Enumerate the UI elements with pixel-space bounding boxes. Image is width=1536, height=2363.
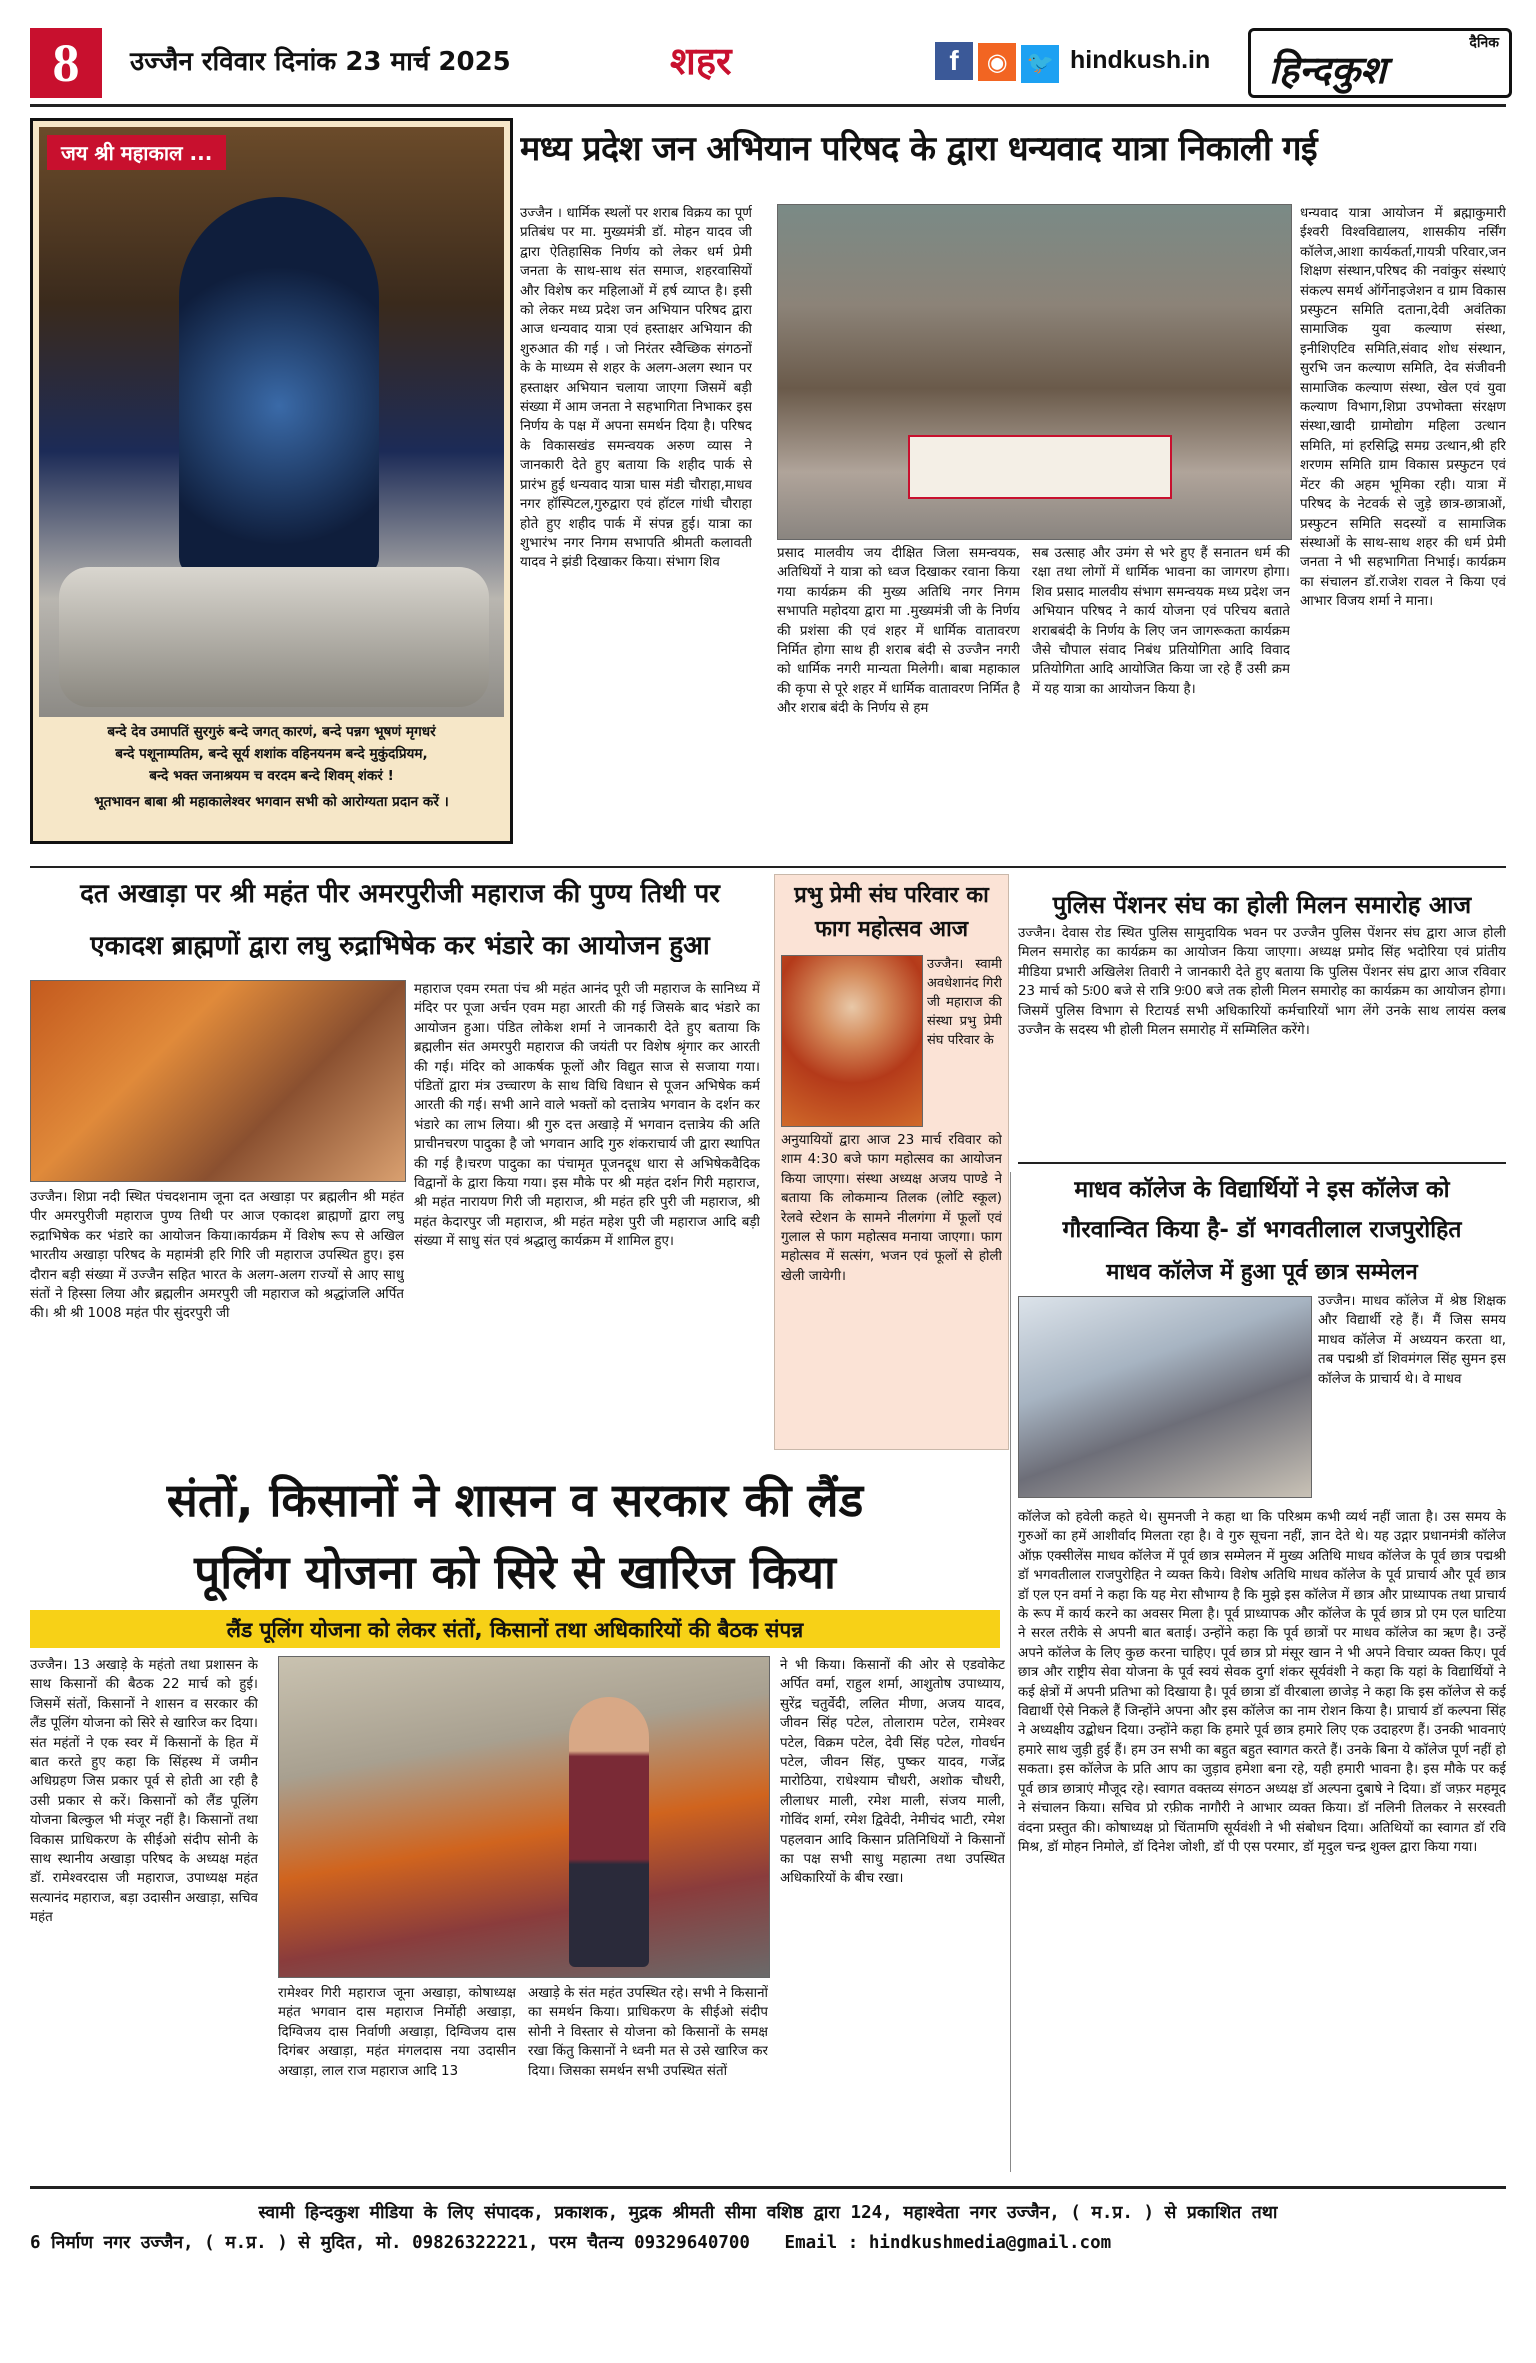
story2-photo (30, 980, 406, 1182)
story1-col3: सब उत्साह और उमंग से भरे हुए हैं सनातन धर्म की रक्षा तथा लोगों में धार्मिक भावना का जागरण होगा। शिव प्रसाद मालवीय संभाग समन्वयक मध्य प्रदेश जन अभियान परिषद ने कार्य योजना एवं परिचय बताते शराबबंदी के निर्णय के लिए जन जागरूकता कार्यक्रम जैसे चौपाल संवाद निबंध प्रतियोगिता आदि विवाद प्रतियोगिता आदि आयोजित किया जा रहे हैं उसी क्रम में यह यात्रा का आयोजन किया है। (1032, 546, 1290, 697)
page-number-box (30, 28, 102, 98)
mahakal-shivling (179, 197, 379, 577)
story1-rally-photo (777, 204, 1292, 540)
paper-logo (1248, 28, 1512, 98)
story5-photo (1018, 1296, 1312, 1498)
story6-strap-text: लैंड पूलिंग योजना को लेकर संतों, किसानों तथा अधिकारियों की बैठक संपन्न (226, 1618, 804, 1642)
story3-box (774, 874, 1009, 1450)
page-number: 8 (52, 33, 80, 93)
story3-intro: उज्जैन। स्वामी अवधेशानंद गिरी जी महाराज की संस्था प्रभु प्रेमी संघ परिवार के (927, 957, 1002, 1048)
rally-banner (908, 435, 1172, 499)
website-link[interactable]: hindkush.in (1070, 46, 1211, 74)
footer-line-2 (30, 2228, 1506, 2258)
speaker-figure (569, 1697, 649, 1967)
mahakal-photo-header: जय श्री महाकाल ... (47, 135, 226, 170)
footer-rule (30, 2186, 1506, 2189)
story6-col2: रामेश्वर गिरी महाराज जूना अखाड़ा, कोषाध्यक्ष महंत भगवान दास महाराज निर्मोही अखाड़ा, दिग्विजय दास निर्वाणी अखाड़ा, दिग्विजय दास दिगंबर अखाड़ा, महंत मंगलदास नया उदासीन अखाड़ा, लाल राज महाराज आदि 13 (278, 1986, 516, 2079)
twitter-icon[interactable]: 🐦 (1021, 45, 1059, 83)
dateline: उज्जैन रविवार दिनांक 23 मार्च 2025 (130, 47, 511, 77)
mahakal-caption (39, 721, 504, 813)
story4-headline: पुलिस पेंशनर संघ का होली मिलन समारोह आज (1052, 891, 1472, 919)
section-title: शहर (670, 39, 732, 83)
story6-headline-1: संतों, किसानों ने शासन व सरकार की लैंड (166, 1473, 864, 1527)
caption-line: बन्दे देव उमापतिं सुरगुरुं बन्दे जगत् कारणं, बन्दे पन्नग भूषणं मृगधरं (107, 724, 436, 740)
story1-col2: प्रसाद मालवीय जय दीक्षित जिला समन्वयक, अतिथियों ने यात्रा को ध्वज दिखाकर रवाना किया गया कार्यक्रम की मुख्य अतिथि नगर निगम सभापति महोदया द्वारा मा .मुख्यमंत्री जी के निर्णय की प्रशंसा की एवं शहर में धार्मिक वातावरण निर्मित होगा साथ ही शराब बंदी से उज्जैन नगरी को धार्मिक नगरी मान्यता मिलेगी। बाबा महाकाल की कृपा से पूरे शहर में धार्मिक वातावरण निर्मित है और शराब बंदी के निर्णय से हम (777, 546, 1020, 717)
rss-icon[interactable]: ◉ (978, 43, 1016, 81)
story1-col1: उज्जैन । धार्मिक स्थलों पर शराब विक्रय का पूर्ण प्रतिबंध पर मा. मुख्यमंत्री डॉ. मोहन यादव जी द्वारा ऐतिहासिक निर्णय को लेकर धर्म प्रेमी जनता के साथ-साथ संत समाज, शहरवासियों और विशेष कर महिलाओं में हर्ष व्याप्त है। इसी को लेकर मध्य प्रदेश जन अभियान परिषद द्वारा आज धन्यवाद यात्रा एवं हस्ताक्षर अभियान की शुरुआत की गई । जो निरंतर स्वैच्छिक संगठनों के के माध्यम से शहर के अलग-अलग स्थान पर हस्ताक्षर अभियान चलाया जाएगा जिसमें बड़ी संख्या में आम जनता ने सहभागिता निभाकर इस निर्णय के पक्ष में अपना समर्थन दिया है। परिषद के विकासखंड समन्वयक अरुण व्यास ने जानकारी देते हुए बताया कि शहीद पार्क से प्रारंभ हुई धन्यवाद यात्रा घास मंडी चौराहा,माधव नगर हॉस्पिटल,गुरुद्वारा एवं हॉटल गांधी चौराहा होते हुए शहीद पार्क में संपन्न हुई। यात्रा का शुभारंभ नगर निगम सभापति श्रीमती कलावती यादव ने झंडी दिखाकर किया। संभाग शिव (520, 206, 752, 571)
story6-col1: उज्जैन। 13 अखाड़े के महंतो तथा प्रशासन के साथ किसानों की बैठक 22 मार्च को हुई। जिसमें संतों, किसानों ने शासन व सरकार की लैंड पूलिंग योजना को सिरे से खारिज कर दिया। संत महंतों ने एक स्वर में किसानों के हित में बात करते हुए कहा कि सिंहस्थ में जमीन अधिग्रहण जिस प्रकार पूर्व से होती आ रही है उसी प्रकार से करें। किसानों को लैंड पूलिंग योजना बिल्कुल भी मंजूर नहीं है। किसानों तथा विकास प्राधिकरण के सीईओ संदीप सोनी के साथ स्थानीय अखाड़ा परिषद के अध्यक्ष महंत डॉ. रामेश्वरदास जी महाराज, उपाध्यक्ष महंत सत्यानंद महाराज, बड़ा उदासीन अखाड़ा, सचिव महंत (30, 1658, 258, 1926)
footer (30, 2198, 1506, 2288)
social-icons (935, 42, 1059, 82)
paper-logo-small: दैनिक (1469, 35, 1499, 51)
story3-body: अनुयायियों द्वारा आज 23 मार्च रविवार को शाम 4:30 बजे फाग महोत्सव का आयोजन किया जाएगा। संस्था अध्यक्ष अजय पाण्डे ने बताया कि लोकमान्य तिलक (लोटि स्कूल) रेलवे स्टेशन के सामने नीलगंगा में फूलों एवं गुलाल से फाग महोत्सव मनाया जाएगा। फाग महोत्सव में सत्संग, भजन एवं फूलों से होली खेली जायेगी। (781, 1133, 1002, 1284)
footer-email[interactable]: Email : hindkushmedia@gmail.com (784, 2233, 1112, 2253)
story5-side: उज्जैन। माधव कॉलेज में श्रेष्ठ शिक्षक और विद्यार्थी रहे हैं। मैं जिस समय माधव कॉलेज में अध्ययन करता था, तब पद्मश्री डॉ शिवमंगल सिंह सुमन इस कॉलेज के प्राचार्य थे। वे माधव (1318, 1294, 1506, 1387)
divider (30, 866, 1506, 868)
story2-col2: महाराज एवम रमता पंच श्री महंत आनंद पूरी जी महाराज के सानिध्य में मंदिर पर पूजा अर्चन एवम महा आरती की गई जिसके बाद भंडारे का आयोजन हुआ। पंडित लोकेश शर्मा ने जानकारी देते हुए बताया कि ब्रह्मलीन संत अमरपुरी महाराज की जयंती पर विशेष श्रृंगार कर आरती की गई। मंदिर को आकर्षक फूलों और विद्युत साज से सजाया गया। पंडितों द्वारा मंत्र उच्चारण के साथ विधि विधान से पूजन अभिषेक कर्म आरती की गई। सभी आने वाले भक्तों को दत्तात्रेय भगवान के दर्शन कर भंडारे का लाभ लिया। श्री गुरु दत्त अखाड़े में भगवान दत्तात्रेय की अति प्राचीनचरण पादुका है जो भगवान आदि गुरु शंकराचार्य जी द्वारा स्थापित की गई है।चरण पादुका का पंचामृत पूजनदूध धारा से अभिषेकवैदिक विद्वानों के द्वारा किया गया। इस मौके पर श्री महंत दर्शन गिरी महाराज, श्री महंत नारायण गिरी जी महाराज, श्री महंत हरि पुरी जी महाराज, श्री महंत केदारपुर जी महाराज, श्री महंत महेश पुरी जी महाराज आदि बड़ी संख्या में साधु संत एवं श्रद्धालु कार्यक्रम में शामिल हुए। (414, 982, 760, 1250)
caption-blessing: भूतभावन बाबा श्री महाकालेश्वर भगवान सभी को आरोग्यता प्रदान करें । (94, 794, 449, 810)
mahakal-photo (39, 127, 504, 717)
story6-col3: अखाड़े के संत महंत उपस्थित रहे। सभी ने किसानों का समर्थन किया। प्राधिकरण के सीईओ संदीप सोनी ने विस्तार से योजना को किसानों के समक्ष रखा किंतु किसानों ने ध्वनी मत से उसे खारिज कर दिया। जिसका समर्थन सभी उपस्थित संतों (528, 1986, 768, 2079)
story5-headline-2: गौरवान्वित किया है- डॉ भगवतीलाल राजपुरोहित (1062, 1217, 1462, 1243)
mahakal-photo-box (30, 118, 513, 844)
caption-line: बन्दे पशूनाम्पतिम, बन्दे सूर्य शशांक वहिनयनम बन्दे मुकुंदप्रियम, (115, 746, 428, 762)
footer-line-2-text: 6 निर्माण नगर उज्जैन, ( म.प्र. ) से मुदित, मो. 09826322221, परम चैतन्य 09329640700 (30, 2233, 750, 2253)
story6-col4: ने भी किया। किसानों की ओर से एडवोकेट अर्पित वर्मा, राहुल शर्मा, आशुतोष उपाध्याय, सुरेंद्र चतुर्वेदी, ललित मीणा, अजय यादव, जीवन सिंह पटेल, तोलाराम पटेल, रामेश्वर पटेल, विक्रम पटेल, देवी सिंह पटेल, गोवर्धन पटेल, जीवन सिंह, पुष्कर यादव, गजेंद्र मारोठिया, राधेश्याम चौधरी, अशोक चौधरी, लीलाधर माली, रमेश माली, संजय माली, गोविंद शर्मा, रमेश द्विवेदी, नेमीचंद भाटी, रमेश पहलवान आदि किसान प्रतिनिधियों ने किसानों का पक्ष सभी साधु महात्मा तथा उपस्थित अधिकारियों के बीच रखा। (780, 1658, 1005, 1887)
story2-headline-1: दत अखाड़ा पर श्री महंत पीर अमरपुरीजी महाराज की पुण्य तिथी पर (80, 879, 720, 909)
story4-body: उज्जैन। देवास रोड स्थित पुलिस सामुदायिक भवन पर उज्जैन पुलिस पेंशनर संघ द्वारा आज होली मिलन समारोह का कार्यक्रम का आयोजन किया जाएगा। अध्यक्ष प्रमोद सिंह भदोरिया एवं प्रांतीय मीडिया प्रभारी अखिलेश तिवारी ने जानकारी देते हुए बताया कि पुलिस पेंशनर संघ द्वारा आज रविवार 23 मार्च को 5ः00 बजे से रात्रि 9ः00 बजे तक होली मिलन समारोह का कार्यक्रम का आयोजन होगा। जिसमें पुलिस विभाग से रिटायर्ड सभी अधिकारियों कर्मचारियों भाग लेंगे उनके साथ लायंस क्लब उज्जैन के सदस्य भी होली मिलन समारोह में सम्मिलित करेंगे। (1018, 926, 1506, 1039)
story3-swami-photo (781, 955, 923, 1127)
story2-headline-2: एकादश ब्राह्मणों द्वारा लघु रुद्राभिषेक कर भंडारे का आयोजन हुआ (90, 931, 710, 961)
divider (1018, 1162, 1506, 1164)
story6-photo (278, 1656, 770, 1978)
paper-logo-name: हिन्दकुश (1269, 48, 1386, 92)
caption-line: बन्दे भक्त जनाश्रयम च वरदम बन्दे शिवम् शंकरं ! (149, 768, 394, 784)
story5-headline-1: माधव कॉलेज के विद्यार्थियों ने इस कॉलेज को (1074, 1177, 1450, 1203)
masthead (30, 28, 1506, 98)
story1-headline: मध्य प्रदेश जन अभियान परिषद के द्वारा धन्यवाद यात्रा निकाली गई (520, 129, 1318, 169)
column-rule (1010, 1172, 1011, 2172)
story5-subhead: माधव कॉलेज में हुआ पूर्व छात्र सम्मेलन (1106, 1260, 1418, 1285)
story6-strap (30, 1610, 1000, 1648)
story6-headline-2: पूलिंग योजना को सिरे से खारिज किया (194, 1545, 836, 1599)
facebook-icon[interactable]: f (935, 42, 973, 80)
story3-headline: प्रभु प्रेमी संघ परिवार का फाग महोत्सव आज (794, 883, 989, 942)
story1-col4: धन्यवाद यात्रा आयोजन में ब्रह्माकुमारी ईश्वरी विश्वविद्यालय, शासकीय नर्सिंग कॉलेज,आशा कार्यकर्ता,गायत्री परिवार,जन शिक्षण संस्थान,परिषद की नवांकुर संस्थाएं संकल्प समर्थ ऑर्गेनाइजेशन व ग्राम विकास प्रस्फुटन समिति दताना,देवी अवंतिका सामाजिक युवा कल्याण संस्था, इनीशिएटिव समिति,संवाद शोध संस्थान, सुरभि जन कल्याण समिति, देव संजीवनी सामाजिक कल्याण संस्था, खेल एवं युवा कल्याण विभाग,शिप्रा उपभोक्ता संरक्षण संस्था,खादी ग्रामोद्योग महिला उत्थान समिति, मां हरसिद्धि समग्र उत्थान,श्री हरि शरणम समिति ग्राम विकास प्रस्फुटन एवं मेंटर की अहम भूमिका रही। यात्रा में परिषद के नेटवर्क से जुड़े छात्र-छात्राओं, प्रस्फुटन समिति सदस्यों व सामाजिक संस्थाओं के साथ-साथ शहर की धर्म प्रेमी जनता ने भी सहभागिता निभाई। कार्यक्रम का संचालन डॉ.राजेश रावल ने किया एवं आभार विजय शर्मा ने माना। (1300, 206, 1506, 610)
footer-line-1: स्वामी हिन्दकुश मीडिया के लिए संपादक, प्रकाशक, मुद्रक श्रीमती सीमा वशिष्ठ द्वारा 124, महाश्वेता नगर उज्जैन, ( म.प्र. ) से प्रकाशित तथा (258, 2203, 1278, 2223)
story2-col1: उज्जैन। शिप्रा नदी स्थित पंचदशनाम जूना दत अखाड़ा पर ब्रह्मलीन श्री महंत पीर अमरपुरीजी महाराज पुण्य तिथी पर आज एकादश ब्राह्मणों द्वारा लघु रुद्राभिषेक कर भंडारे का आयोजन किया।कार्यक्रम में विशेष रूप से अखिल भारतीय अखाड़ा परिषद के महामंत्री हरि गिरि जी महाराज उपस्थित हुए। इस दौरान बड़ी संख्या में उज्जैन सहित भारत के अलग-अलग राज्यों से आए साधु संतों ने हिस्सा लिया और ब्रह्मलीन अमरपुरी जी महाराज को श्रद्धांजलि अर्पित की। श्री श्री 1008 महंत पीर सुंदरपुरी जी (30, 1190, 404, 1322)
masthead-rule (30, 104, 1506, 107)
story5-body: कॉलेज को हवेली कहते थे। सुमनजी ने कहा था कि परिश्रम कभी व्यर्थ नहीं जाता है। उस समय के गुरुओं का हमें आशीर्वाद मिलता रहा है। वे गुरु सूचना नहीं, ज्ञान देते थे। यह उद्गार प्रधानमंत्री कॉलेज ऑफ़ एक्सीलेंस माधव कॉलेज में पूर्व छात्र सम्मेलन में मुख्य अतिथि माधव कॉलेज के पूर्व छात्र पद्मश्री डॉ भगवतीलाल राजपुरोहित ने व्यक्त किये। विशेष अतिथि माधव कॉलेज के पूर्व प्राचार्य और पूर्व छात्र डॉ एल एन वर्मा ने कहा कि यह मेरा सौभाग्य है कि मुझे इस कॉलेज में छात्र और प्राध्यापक तथा प्राचार्य के रूप में कार्य करने का अवसर मिला है। पूर्व प्राध्यापक और कॉलेज के पूर्व छात्र प्रो एम एल घाटिया ने सरल तरीके से अपनी बात बताई। उन्होंने कहा कि पूर्व छात्रों पर माधव कॉलेज का ऋण है। उन्हें अपने कॉलेज के लिए कुछ करना चाहिए। पूर्व छात्र प्रो मंसूर खान ने भी अपने विचार व्यक्त किए। पूर्व छात्र और राष्ट्रीय सेवा योजना के पूर्व स्वयं सेवक दुर्गा शंकर सूर्यवंशी ने कहा कि यहां के विद्यार्थियों ने कई क्षेत्रों में अपनी प्रतिभा को दिखाया है। पूर्व छात्रा डॉ वीरबाला छाजेड़ ने कहा कि इस कॉलेज से कई विद्यार्थी ऐसे निकले हैं जिन्होंने अपना और इस कॉलेज का नाम रोशन किया है। प्राचार्य डॉ कल्पना सिंह ने अध्यक्षीय उद्बोधन दिया। उन्होंने कहा कि हमारे पूर्व छात्र हमारे लिए एक उदाहरण हैं। उनकी भावनाएं हमारे साथ जुड़ी हुई हैं। हम उन सभी का बहुत बहुत स्वागत करते हैं। उनके बिना ये कॉलेज पूर्ण नहीं हो सकता। इस कॉलेज के प्रति आप का जुड़ाव हमेशा बना रहे, यही हमारी भावना है। इस मौके पर कई पूर्व छात्र छात्राएं मौजूद रहे। स्वागत वक्तव्य संगठन अध्यक्ष डॉ अल्पना दुबाषे ने दिया। डॉ जफ़र महमूद ने संचालन किया। सचिव प्रो रफ़ीक नागौरी ने आभार व्यक्त किया। डॉ नलिनी तिलकर ने सरस्वती वंदना प्रस्तुत की। कोषाध्यक्ष प्रो चिंतामणि सूर्यवंशी ने भी संबोधन दिया। अतिथियों का स्वागत डॉ रवि मिश्र, डॉ मोहन निमोले, डॉ दिनेश जोशी, डॉ पी एस परमार, डॉ मृदुल चन्द्र शुक्ल द्वारा किया गया। (1018, 1510, 1506, 1855)
mahakal-silver-base (59, 567, 489, 707)
